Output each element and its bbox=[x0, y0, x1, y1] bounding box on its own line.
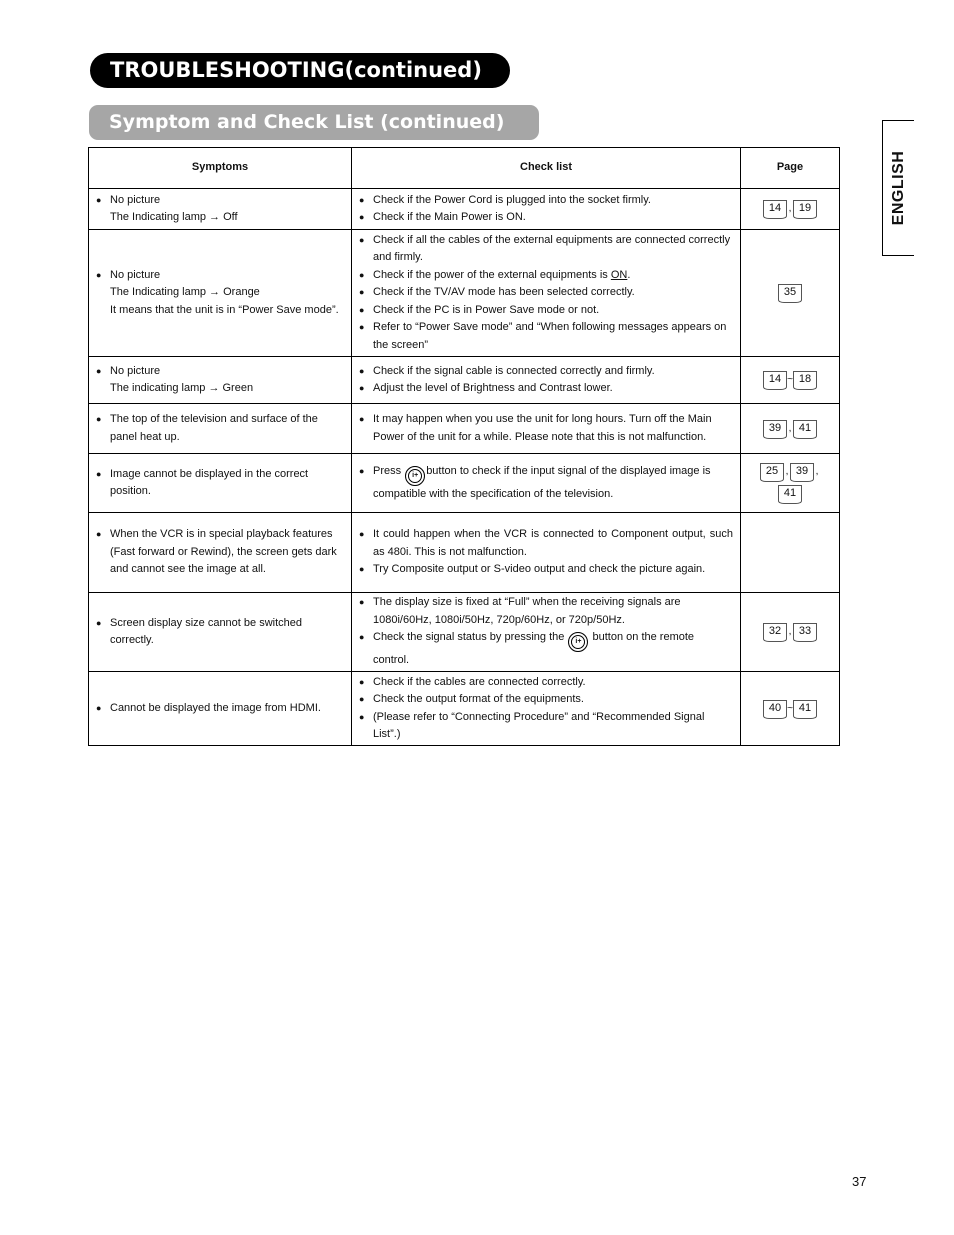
symptom-check-table bbox=[88, 147, 840, 746]
checklist-cell bbox=[352, 230, 741, 357]
page-ref-book-icon: 14 bbox=[763, 371, 787, 387]
page-ref-cell bbox=[741, 513, 840, 593]
symptoms-header: Symptoms bbox=[89, 148, 352, 189]
symptom-item: ● The top of the television and surface of the panel heat up. bbox=[96, 411, 344, 446]
checklist-cell bbox=[352, 454, 741, 513]
symptom-item: ● No picture The indicating lamp → Green bbox=[96, 363, 344, 398]
page-ref-cell: 32 , 33 bbox=[741, 593, 840, 672]
page-ref-book-icon: 18 bbox=[793, 371, 817, 387]
table-row bbox=[89, 454, 840, 513]
symptom-cell bbox=[89, 357, 352, 404]
page-ref-cell: 14 ~ 18 bbox=[741, 357, 840, 404]
table-header-row bbox=[89, 148, 840, 189]
check-item: ● Check if the TV/AV mode has been selected correctly. bbox=[359, 284, 733, 302]
check-item: ● It may happen when you use the unit for long hours. Turn off the Main Power of the unit for a while. Please note that this is not malfunction. bbox=[359, 411, 733, 446]
language-tab bbox=[882, 120, 914, 256]
page-ref-book-icon: 41 bbox=[793, 420, 817, 436]
table-row bbox=[89, 357, 840, 404]
symptom-item: ● Image cannot be displayed in the correct position. bbox=[96, 466, 344, 501]
language-tab-label: ENGLISH bbox=[889, 150, 907, 226]
symptom-cell bbox=[89, 593, 352, 672]
page-number: 37 bbox=[852, 1174, 867, 1189]
subsection-title: Symptom and Check List (continued) bbox=[109, 111, 505, 133]
page-ref-book-icon: 32 bbox=[763, 623, 787, 639]
symptom-cell bbox=[89, 513, 352, 593]
symptom-item: ● No picture The Indicating lamp → Orange It means that the unit is in “Power Save mode”. bbox=[96, 267, 344, 320]
section-title-banner bbox=[90, 53, 510, 88]
checklist-header: Check list bbox=[352, 148, 741, 189]
table-row bbox=[89, 404, 840, 454]
checklist-cell bbox=[352, 189, 741, 230]
symptom-item: ● Screen display size cannot be switched correctly. bbox=[96, 615, 344, 650]
check-item: ● Check if the Power Cord is plugged into the socket firmly. bbox=[359, 192, 733, 210]
page-ref-book-icon: 41 bbox=[793, 700, 817, 716]
check-item: ● (Please refer to “Connecting Procedure” and “Recommended Signal List”.) bbox=[359, 709, 733, 744]
page-ref-cell: 39 , 41 bbox=[741, 404, 840, 454]
info-button-icon: i+ bbox=[405, 466, 425, 486]
page-ref-book-icon: 19 bbox=[793, 200, 817, 216]
page-ref-cell: 25 , 39 , 41 bbox=[741, 454, 840, 513]
page-ref-book-icon: 39 bbox=[790, 463, 814, 479]
table-row bbox=[89, 230, 840, 357]
checklist-cell bbox=[352, 593, 741, 672]
page-ref-book-icon: 35 bbox=[778, 284, 802, 300]
page-ref-cell bbox=[741, 230, 840, 357]
table-row bbox=[89, 593, 840, 672]
check-item: ● Check if the Main Power is ON. bbox=[359, 209, 733, 227]
page-ref-book-icon: 33 bbox=[793, 623, 817, 639]
symptom-cell bbox=[89, 454, 352, 513]
table-row bbox=[89, 513, 840, 593]
page-ref-book-icon: 14 bbox=[763, 200, 787, 216]
table-row bbox=[89, 672, 840, 746]
check-item: ● Adjust the level of Brightness and Contrast lower. bbox=[359, 380, 733, 398]
check-item: ● Check if all the cables of the external equipments are connected correctly and firmly. bbox=[359, 232, 733, 267]
symptom-item: ● Cannot be displayed the image from HDMI. bbox=[96, 700, 344, 718]
symptom-cell bbox=[89, 672, 352, 746]
symptom-cell bbox=[89, 230, 352, 357]
check-item: ● It could happen when the VCR is connected to Component output, such as 480i. This is not malfunction. bbox=[359, 526, 733, 561]
page-header: Page bbox=[741, 148, 840, 189]
check-item: ● Check the output format of the equipments. bbox=[359, 691, 733, 709]
page-ref-book-icon: 41 bbox=[778, 485, 802, 501]
subsection-title-banner bbox=[89, 105, 539, 140]
check-item: ● Check if the cables are connected correctly. bbox=[359, 674, 733, 692]
check-item: ● Check if the power of the external equipments is ON. bbox=[359, 267, 733, 285]
page-ref-book-icon: 40 bbox=[763, 700, 787, 716]
page-ref-book-icon: 39 bbox=[763, 420, 787, 436]
page-ref-cell: 40 ~ 41 bbox=[741, 672, 840, 746]
check-item: ● Check if the signal cable is connected correctly and firmly. bbox=[359, 363, 733, 381]
symptom-item: ● No picture The Indicating lamp → Off bbox=[96, 192, 344, 227]
check-item: ● The display size is fixed at “Full” when the receiving signals are 1080i/60Hz, 1080i/50Hz, 720p/60Hz, or 720p/50Hz. bbox=[359, 594, 733, 629]
checklist-cell bbox=[352, 672, 741, 746]
checklist-cell bbox=[352, 513, 741, 593]
section-title: TROUBLESHOOTING(continued) bbox=[110, 58, 482, 82]
check-item: ● Press i+ button to check if the input signal of the displayed image is compatible with the specification of the television. bbox=[359, 463, 733, 504]
symptom-cell bbox=[89, 189, 352, 230]
page-ref-cell: 14 , 19 bbox=[741, 189, 840, 230]
check-item: ● Check the signal status by pressing the i+ button on the remote control. bbox=[359, 629, 733, 670]
info-button-icon: i+ bbox=[568, 632, 588, 652]
check-item: ● Check if the PC is in Power Save mode or not. bbox=[359, 302, 733, 320]
symptom-cell bbox=[89, 404, 352, 454]
checklist-cell bbox=[352, 404, 741, 454]
checklist-cell bbox=[352, 357, 741, 404]
check-item: ● Try Composite output or S-video output and check the picture again. bbox=[359, 561, 733, 579]
check-item: ● Refer to “Power Save mode” and “When following messages appears on the screen” bbox=[359, 319, 733, 354]
page-ref-book-icon: 25 bbox=[760, 463, 784, 479]
symptom-item: ● When the VCR is in special playback features (Fast forward or Rewind), the screen gets dark and cannot see the image at all. bbox=[96, 526, 344, 579]
table-row bbox=[89, 189, 840, 230]
